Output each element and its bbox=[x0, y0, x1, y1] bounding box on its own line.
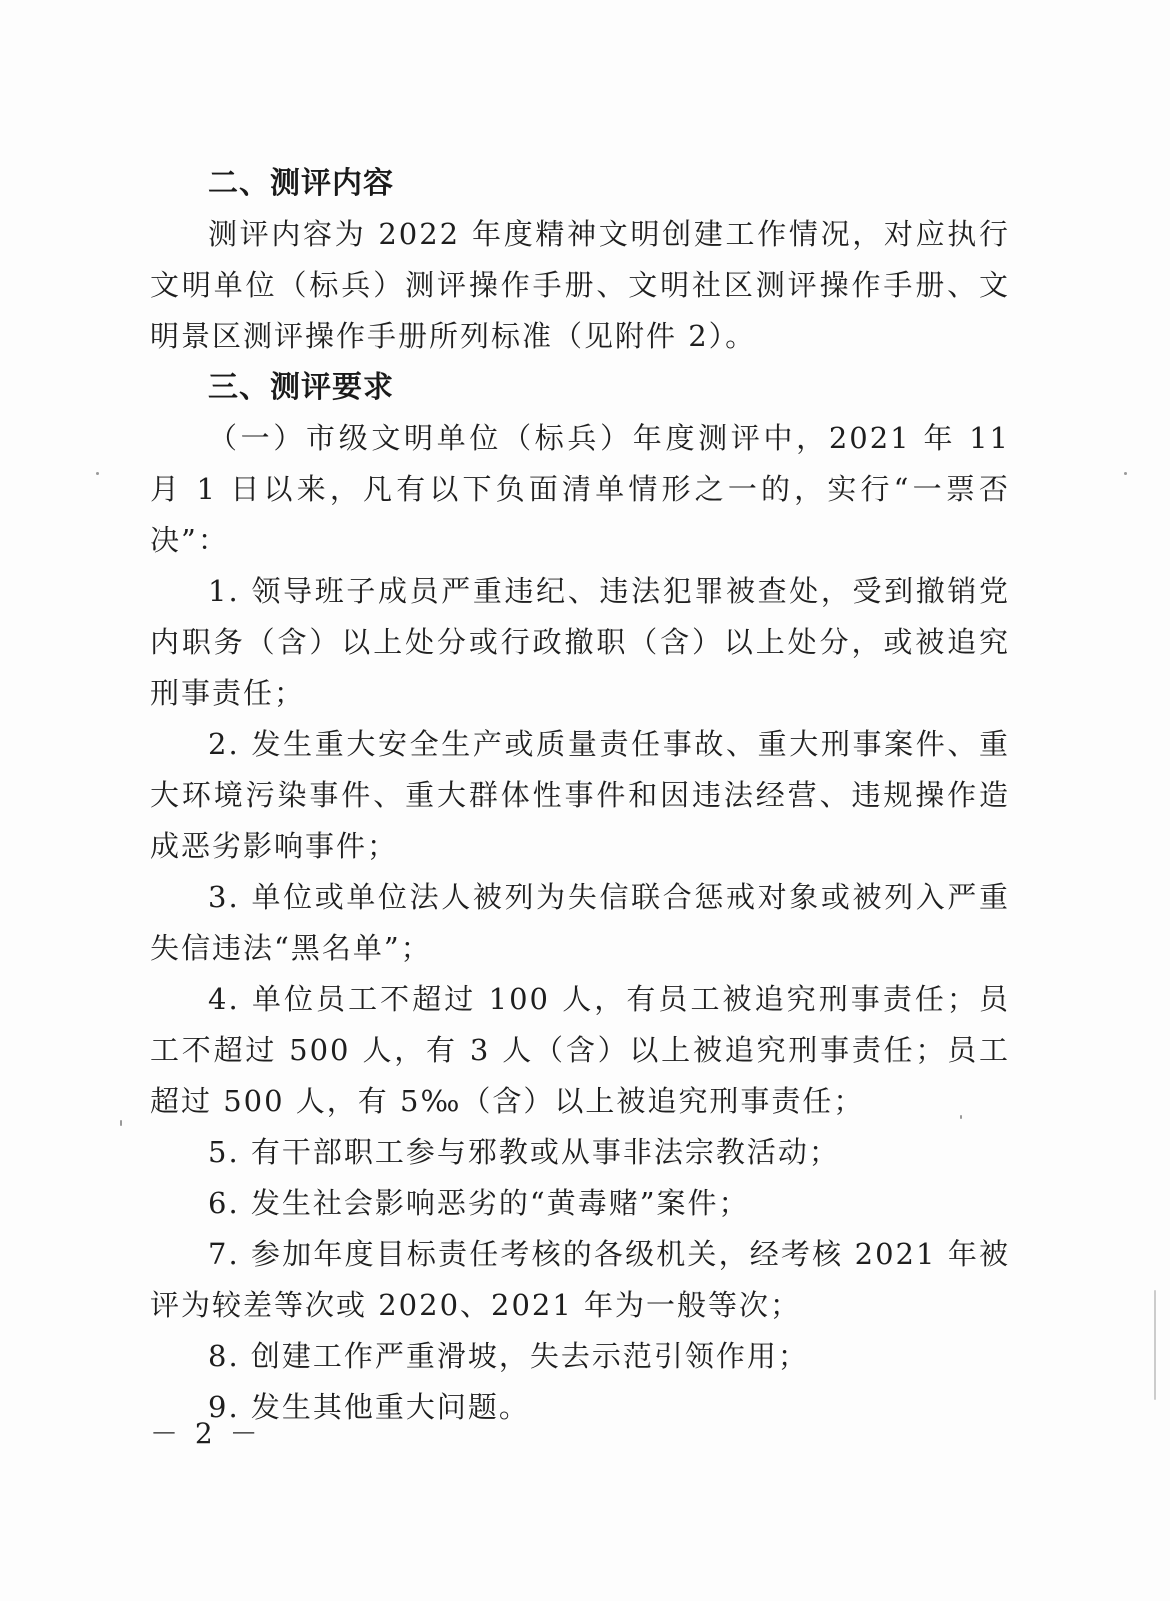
page-number: － 2 － bbox=[150, 1417, 262, 1450]
list-item: 8. 创建工作严重滑坡，失去示范引领作用； bbox=[208, 1339, 809, 1373]
scan-speck bbox=[1154, 1290, 1156, 1400]
section-heading-content: 二、测评内容 bbox=[208, 166, 394, 201]
scan-speck bbox=[120, 1120, 122, 1126]
scan-speck bbox=[1124, 472, 1127, 475]
requirements-intro-paragraph: （一）市级文明单位（标兵）年度测评中，2021 年 11 月 1 日以来，凡有以下负面清单情形之一的，实行“一票否决”： bbox=[150, 421, 1010, 557]
list-item: 7. 参加年度目标责任考核的各级机关，经考核 2021 年被评为较差等次或 2020、2021 年为一般等次； bbox=[150, 1237, 1010, 1322]
list-item: 2. 发生重大安全生产或质量责任事故、重大刑事案件、重大环境污染事件、重大群体性事件和因违法经营、违规操作造成恶劣影响事件； bbox=[150, 727, 1010, 863]
section-heading-requirements: 三、测评要求 bbox=[208, 370, 394, 405]
list-item: 1. 领导班子成员严重违纪、违法犯罪被查处，受到撤销党内职务（含）以上处分或行政撤职（含）以上处分，或被追究刑事责任； bbox=[150, 574, 1010, 710]
list-item: 4. 单位员工不超过 100 人，有员工被追究刑事责任；员工不超过 500 人，有 3 人（含）以上被追究刑事责任；员工超过 500 人，有 5‰（含）以上被追究刑事责任； bbox=[150, 982, 1010, 1118]
list-item: 9. 发生其他重大问题。 bbox=[208, 1390, 530, 1424]
list-item: 3. 单位或单位法人被列为失信联合惩戒对象或被列入严重失信违法“黑名单”； bbox=[150, 880, 1010, 965]
list-item: 5. 有干部职工参与邪教或从事非法宗教活动； bbox=[208, 1135, 840, 1169]
scan-speck bbox=[960, 1115, 962, 1119]
scan-speck bbox=[96, 472, 99, 475]
list-item: 6. 发生社会影响恶劣的“黄毒赌”案件； bbox=[208, 1186, 750, 1220]
section-content-paragraph: 测评内容为 2022 年度精神文明创建工作情况，对应执行文明单位（标兵）测评操作手册、文明社区测评操作手册、文明景区测评操作手册所列标准（见附件 2）。 bbox=[150, 217, 1010, 353]
document-body bbox=[150, 158, 1010, 1433]
